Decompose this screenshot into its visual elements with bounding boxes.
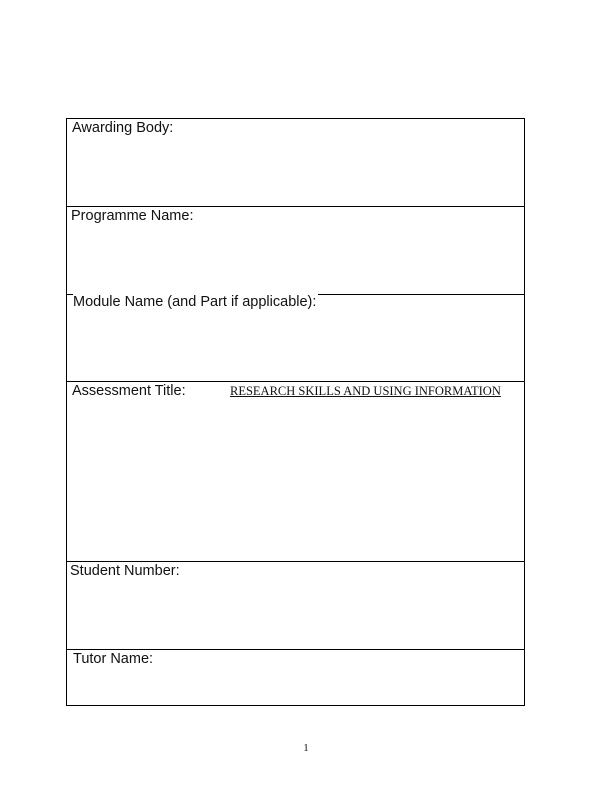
tutor-name-row [67,649,524,705]
programme-name-row [67,206,524,294]
awarding-body-row [67,119,524,206]
assessment-title-value: RESEARCH SKILLS AND USING INFORMATION [230,384,501,398]
assessment-cover-form [66,118,525,706]
page-number: 1 [303,742,309,754]
awarding-body-label: Awarding Body: [72,120,174,136]
module-name-label: Module Name (and Part if applicable): [73,294,317,310]
module-name-row [67,294,524,381]
tutor-name-label: Tutor Name: [73,651,154,667]
assessment-title-label: Assessment Title: [72,383,186,399]
programme-name-label: Programme Name: [71,208,194,224]
assessment-title-row [67,381,524,561]
student-number-row [67,561,524,649]
student-number-label: Student Number: [70,563,180,579]
